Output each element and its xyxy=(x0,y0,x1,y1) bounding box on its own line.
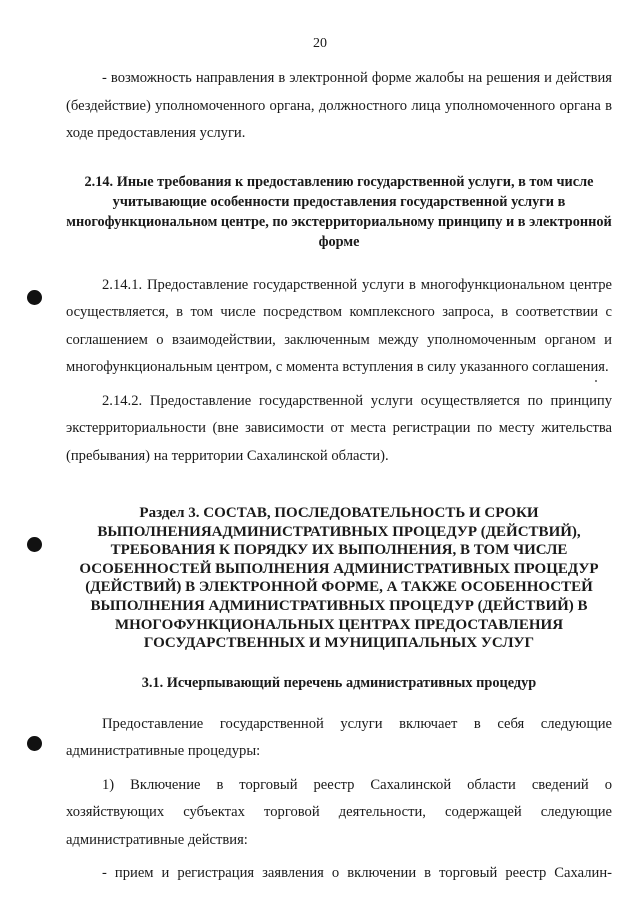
paragraph-3-1-item-1: 1) Включение в торговый реестр Сахалинской области сведений о хозяйствующих субъектах торговой деятельности, содержащей следующие административные действия: xyxy=(66,776,612,848)
heading-3-1: 3.1. Исчерпывающий перечень административных процедур xyxy=(141,674,537,691)
paragraph-complaint-option: - возможность направления в электронной форме жалобы на решения и действия (бездействие) уполномоченного органа, должностного лица уполномоченного органа в ходе предоставления услуги. xyxy=(66,70,612,141)
document-body xyxy=(66,65,612,888)
punch-hole xyxy=(27,537,42,552)
page-number: 20 xyxy=(313,36,327,51)
paragraph-2-14-2: 2.14.2. Предоставление государственной услуги осуществляется по принципу экстерриториальности (вне зависимости от места регистрации по месту жительства (пребывания) на территории Сахалинской области). xyxy=(66,392,612,464)
punch-hole xyxy=(27,736,42,751)
paragraph-3-1-intro: Предоставление государственной услуги включает в себя следующие административные процедуры: xyxy=(66,715,612,760)
paragraph-2-14-1: 2.14.1. Предоставление государственной услуги в многофункциональном центре осуществляется, в том числе посредством комплексного запроса, в соответствии с соглашением о взаимодействии, заключенным между уполномоченным органом и многофункциональным центром, с момента вступления в силу указанного соглашения. xyxy=(66,276,612,375)
punch-hole xyxy=(27,290,42,305)
section-3-heading: Раздел 3. СОСТАВ, ПОСЛЕДОВАТЕЛЬНОСТЬ И СРОКИ ВЫПОЛНЕНИЯАДМИНИСТРАТИВНЫХ ПРОЦЕДУР (ДЕЙСТВИЙ), ТРЕБОВАНИЯ К ПОРЯДКУ ИХ ВЫПОЛНЕНИЯ, В ТОМ ЧИСЛЕ ОСОБЕННОСТЕЙ ВЫПОЛНЕНИЯ АДМИНИСТРАТИВНЫХ ПРОЦЕДУР (ДЕЙСТВИЙ) В ЭЛЕКТРОННОЙ ФОРМЕ, А ТАКЖЕ ОСОБЕННОСТЕЙ ВЫПОЛНЕНИЯ АДМИНИСТРАТИВНЫХ ПРОЦЕДУР (ДЕЙСТВИЙ) В МНОГОФУНКЦИОНАЛЬНЫХ ЦЕНТРАХ ПРЕДОСТАВЛЕНИЯ ГОСУДАРСТВЕННЫХ И МУНИЦИПАЛЬНЫХ УСЛУГ xyxy=(79,505,599,652)
heading-2-14: 2.14. Иные требования к предоставлению государственной услуги, в том числе учитывающие особенности предоставления государственной услуги в многофункциональном центре, по экстерриториальному принципу и в электронной форме xyxy=(66,173,612,250)
paragraph-3-1-item-1-sub: - прием и регистрация заявления о включении в торговый реестр Сахалин- xyxy=(102,865,612,882)
